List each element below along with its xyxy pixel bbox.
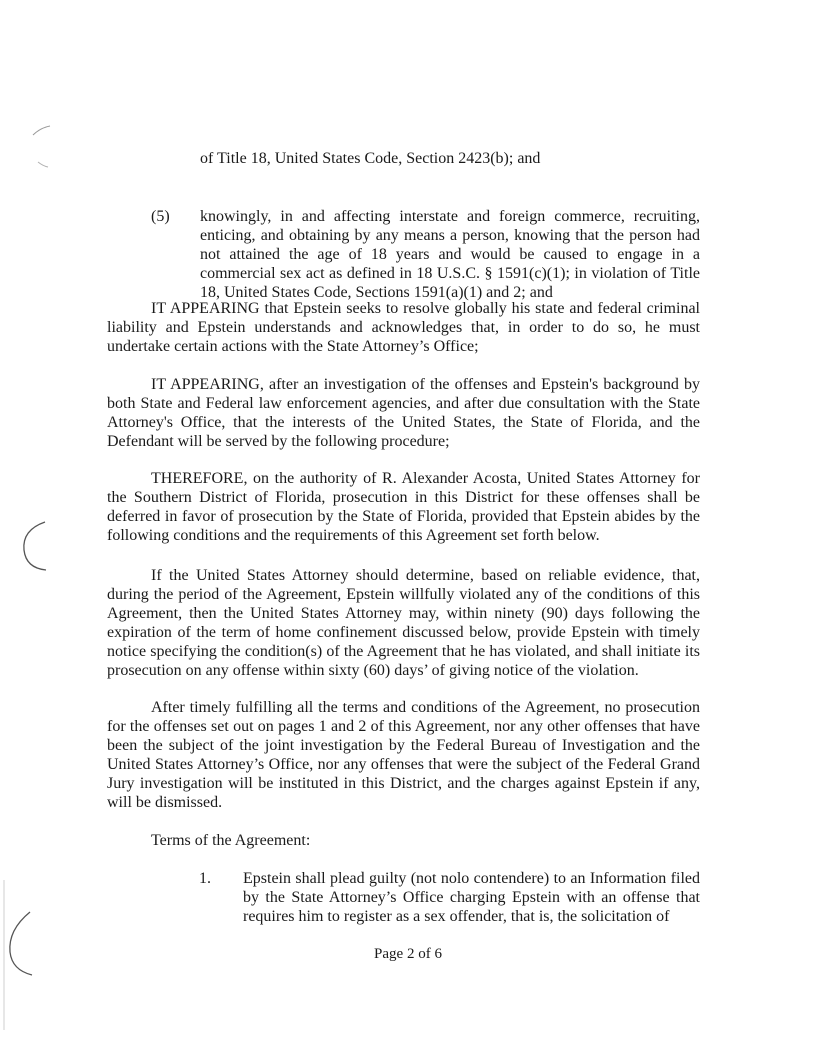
- term-1-text: Epstein shall plead guilty (not nolo contendere) to an Information filed by the State Attorney’s Office charging Epstein with an offense that requires him to register as a sex offender, that is, the solicitation of: [243, 870, 700, 925]
- page-footer: Page 2 of 6: [374, 946, 442, 962]
- scan-mark-top: [33, 126, 50, 135]
- paragraph-4: If the United States Attorney should determine, based on reliable evidence, that, during the period of the Agreement, Epstein willfully violated any of the conditions of this Agreement, then the United States Attorney may, within ninety (90) days following the expiration of the term of home confinement discussed below, provide Epstein with timely notice specifying the condition(s) of the Agreement that he has violated, and shall initiate its prosecution on any offense within sixty (60) days’ of giving notice of the violation.: [107, 567, 700, 679]
- paragraph-3: THEREFORE, on the authority of R. Alexander Acosta, United States Attorney for the Southern District of Florida, prosecution in this District for these offenses shall be deferred in favor of prosecution by the State of Florida, provided that Epstein abides by the following conditions and the requirements of this Agreement set forth below.: [107, 470, 700, 544]
- item-5-text: knowingly, in and affecting interstate and foreign commerce, recruiting, enticing, and obtaining by any means a person, knowing that the person had not attained the age of 18 years and would be caused to engage in a commercial sex act as defined in 18 U.S.C. § 1591(c)(1); in violation of Title 18, United States Code, Sections 1591(a)(1) and 2; and: [200, 208, 700, 301]
- scan-hole-mid: [24, 522, 46, 570]
- scan-mark-top2: [38, 162, 48, 167]
- paragraph-1: IT APPEARING that Epstein seeks to resolve globally his state and federal criminal liability and Epstein understands and acknowledges that, in order to do so, he must undertake certain actions with the State Attorney’s Office;: [107, 300, 700, 355]
- terms-heading: Terms of the Agreement:: [151, 832, 311, 849]
- continuation-line: of Title 18, United States Code, Section 2423(b); and: [200, 150, 541, 167]
- paragraph-5: After timely fulfilling all the terms and conditions of the Agreement, no prosecution for the offenses set out on pages 1 and 2 of this Agreement, nor any other offenses that have been the subject of the joint investigation by the Federal Bureau of Investigation and the United States Attorney’s Office, nor any offenses that were the subject of the Federal Grand Jury investigation will be instituted in this District, and the charges against Epstein if any, will be dismissed.: [107, 699, 700, 811]
- scan-hole-bottom: [10, 912, 32, 975]
- paragraph-2: IT APPEARING, after an investigation of the offenses and Epstein's background by both State and Federal law enforcement agencies, and after due consultation with the State Attorney's Office, that the interests of the United States, the State of Florida, and the Defendant will be served by the following procedure;: [107, 376, 700, 450]
- term-1-number: 1.: [199, 870, 211, 887]
- item-5-number: (5): [151, 208, 170, 225]
